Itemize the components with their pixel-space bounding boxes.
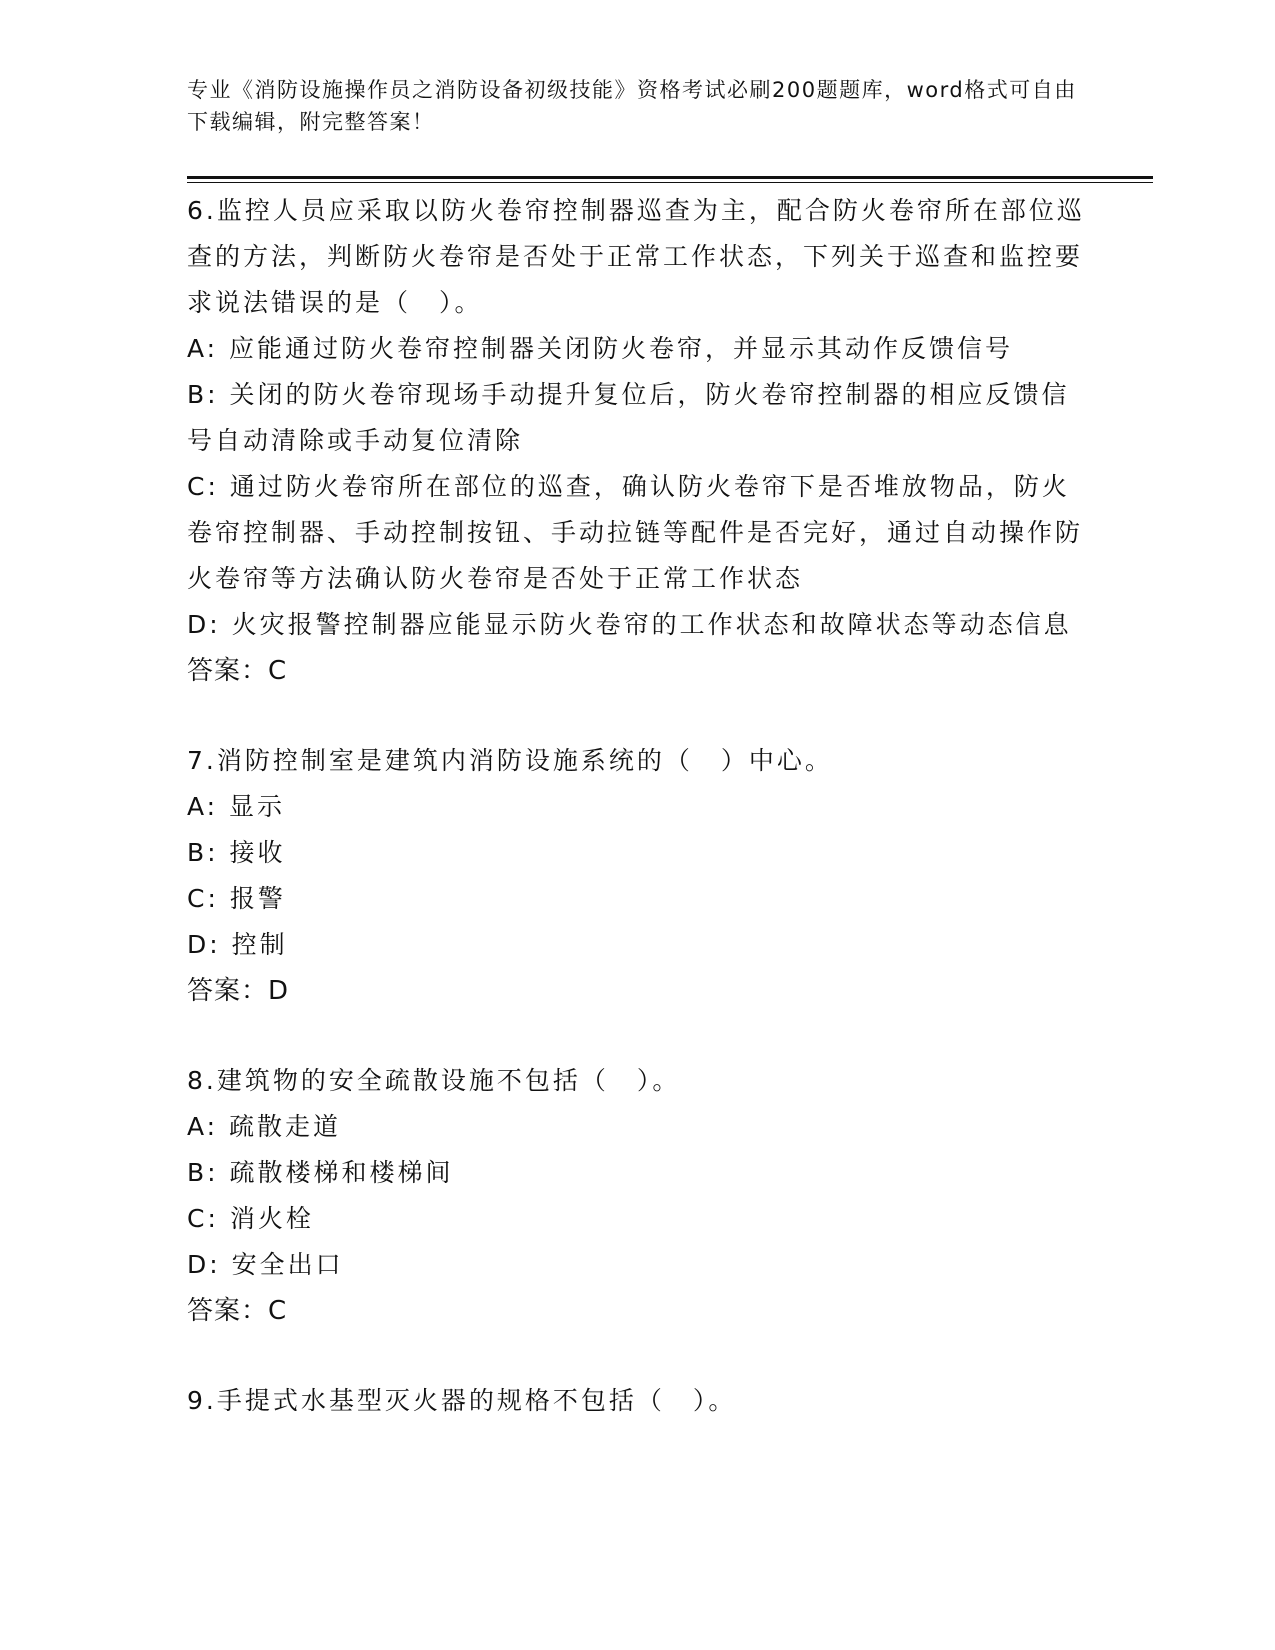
option-a: A: 显示 [187, 792, 286, 821]
option-d: D: 火灾报警控制器应能显示防火卷帘的工作状态和故障状态等动态信息 [187, 610, 1072, 639]
option-d: D: 安全出口 [187, 1250, 344, 1279]
header-rule-thick [187, 176, 1153, 179]
option-c: C: 消火栓 [187, 1204, 314, 1233]
question-gap [187, 1014, 1087, 1058]
question-7 [187, 738, 1087, 1014]
question-6 [187, 188, 1087, 694]
option-a: A: 应能通过防火卷帘控制器关闭防火卷帘，并显示其动作反馈信号 [187, 334, 1014, 363]
option-c: C: 通过防火卷帘所在部位的巡查，确认防火卷帘下是否堆放物品，防火卷帘控制器、手动控制按钮、手动拉链等配件是否完好，通过自动操作防火卷帘等方法确认防火卷帘是否处于正常工作状态 [187, 472, 1084, 593]
question-9 [187, 1378, 1087, 1424]
option-b: B: 关闭的防火卷帘现场手动提升复位后，防火卷帘控制器的相应反馈信号自动清除或手动复位清除 [187, 380, 1070, 455]
question-8 [187, 1058, 1087, 1334]
question-list [187, 188, 1087, 1424]
option-c: C: 报警 [187, 884, 286, 913]
option-a: A: 疏散走道 [187, 1112, 342, 1141]
question-stem: 9.手提式水基型灭火器的规格不包括（ ）。 [187, 1386, 737, 1415]
answer-line: 答案：C [187, 1296, 288, 1326]
question-stem: 8.建筑物的安全疏散设施不包括（ ）。 [187, 1066, 681, 1095]
option-b: B: 疏散楼梯和楼梯间 [187, 1158, 454, 1187]
question-gap [187, 1334, 1087, 1378]
header-rule-thin [187, 182, 1153, 183]
answer-line: 答案：C [187, 656, 288, 686]
option-b: B: 接收 [187, 838, 286, 867]
answer-line: 答案：D [187, 976, 290, 1006]
document-header: 专业《消防设施操作员之消防设备初级技能》资格考试必刷200题题库，word格式可自由下载编辑，附完整答案！ [187, 78, 1077, 134]
question-gap [187, 694, 1087, 738]
question-stem: 7.消防控制室是建筑内消防设施系统的（ ）中心。 [187, 746, 833, 775]
question-stem: 6.监控人员应采取以防火卷帘控制器巡查为主，配合防火卷帘所在部位巡查的方法，判断防火卷帘是否处于正常工作状态，下列关于巡查和监控要求说法错误的是（ ）。 [187, 196, 1085, 317]
option-d: D: 控制 [187, 930, 288, 959]
